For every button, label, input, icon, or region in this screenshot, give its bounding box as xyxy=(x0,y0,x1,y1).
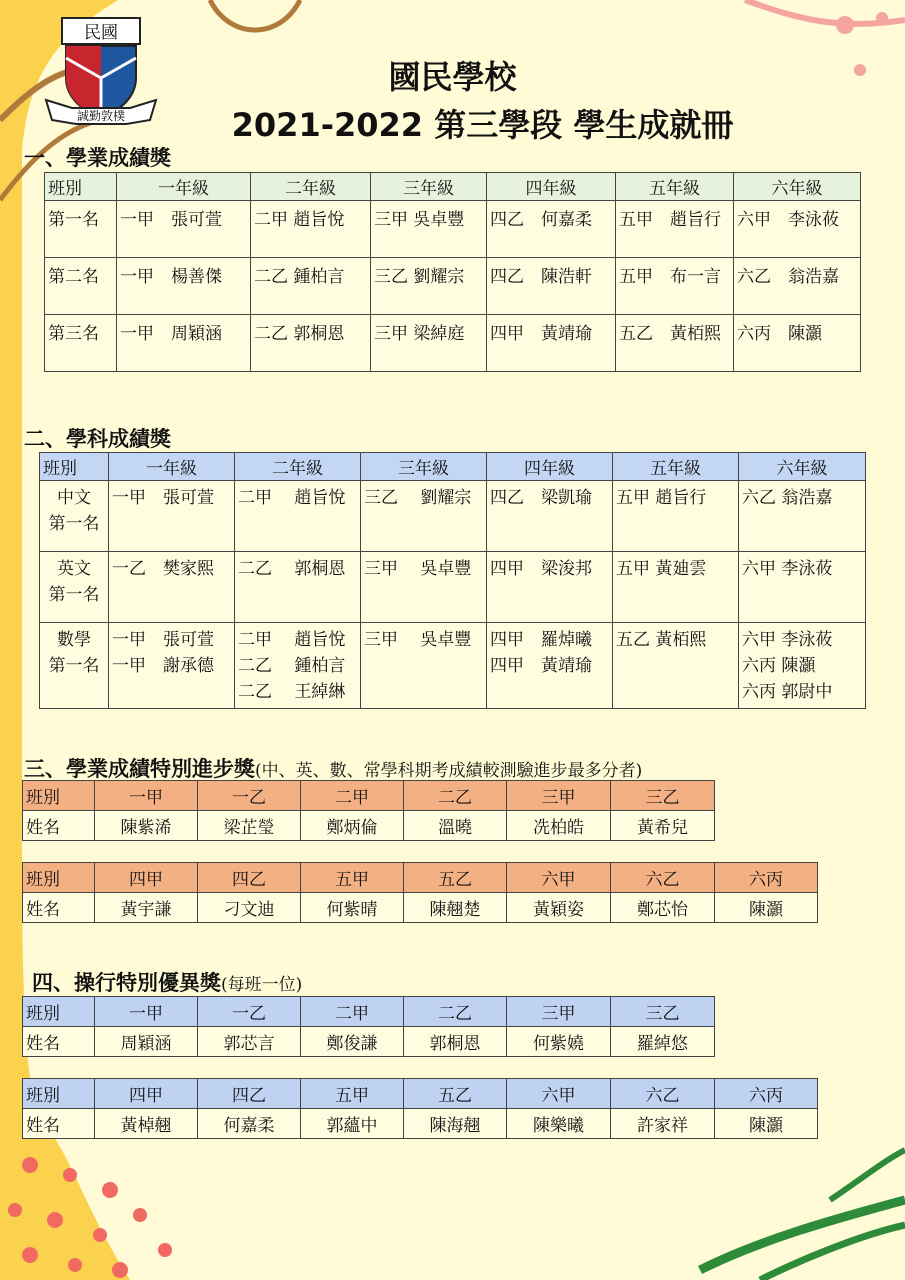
header-cell: 二甲 xyxy=(301,997,404,1027)
table-cell: 鄭俊謙 xyxy=(301,1027,404,1057)
header-cell: 班別 xyxy=(23,781,95,811)
header-cell: 四甲 xyxy=(95,863,198,893)
table-cell: 四乙 何嘉柔 xyxy=(487,201,616,258)
table-cell: 三甲 吳卓豐 xyxy=(371,201,487,258)
section3-title xyxy=(24,753,642,783)
table-cell: 一甲 周穎涵 xyxy=(117,315,251,372)
header-cell: 三甲 xyxy=(507,997,611,1027)
section4-heading: 四、操行特別優異獎 xyxy=(32,970,221,995)
student-entry: 二乙 王綽綝 xyxy=(238,682,346,702)
header-cell: 二乙 xyxy=(404,781,507,811)
table-cell xyxy=(109,481,235,552)
table-row xyxy=(40,552,866,623)
header-cell: 三年級 xyxy=(361,453,487,481)
table-header-row xyxy=(23,781,715,811)
header-cell: 一甲 xyxy=(95,997,198,1027)
table-header-row xyxy=(45,173,861,201)
section4-note: (每班一位) xyxy=(221,975,303,995)
school-name: 國民學校 xyxy=(388,58,517,96)
logo-motto: 誠勤敦樸 xyxy=(76,109,126,123)
table-header-row xyxy=(23,997,715,1027)
table-cell: 鄭炳倫 xyxy=(301,811,404,841)
progress-award-table-b xyxy=(22,862,818,923)
header-cell: 六年級 xyxy=(739,453,866,481)
table-cell xyxy=(487,552,613,623)
table-cell: 陳海翹 xyxy=(404,1109,507,1139)
table-cell: 六乙 翁浩嘉 xyxy=(734,258,861,315)
student-entry: 三乙 劉耀宗 xyxy=(364,488,472,508)
table-cell: 何紫晴 xyxy=(301,893,404,923)
table-cell xyxy=(235,552,361,623)
table-cell: 姓名 xyxy=(23,1027,95,1057)
table-cell: 二甲 趙旨悅 xyxy=(251,201,371,258)
table-header-row xyxy=(23,1079,818,1109)
student-entry: 一甲 謝承德 xyxy=(112,656,214,676)
header-cell: 三甲 xyxy=(507,781,611,811)
student-entry: 二甲 趙旨悅 xyxy=(238,488,346,508)
table-cell xyxy=(487,481,613,552)
table-cell: 三乙 劉耀宗 xyxy=(371,258,487,315)
header-cell: 六乙 xyxy=(611,1079,715,1109)
header-cell: 六年級 xyxy=(734,173,861,201)
section3-note: (中、英、數、常學科期考成績較測驗進步最多分者) xyxy=(255,761,643,781)
header-cell: 一甲 xyxy=(95,781,198,811)
table-cell: 二乙 鍾柏言 xyxy=(251,258,371,315)
header-cell: 三乙 xyxy=(611,997,715,1027)
table-cell: 一甲 張可萱 xyxy=(117,201,251,258)
header-cell: 四甲 xyxy=(95,1079,198,1109)
table-cell xyxy=(739,552,866,623)
section4-title xyxy=(32,967,302,997)
table-cell: 五乙 黃栢熙 xyxy=(616,315,734,372)
table-row xyxy=(23,811,715,841)
student-entry: 一甲 張可萱 xyxy=(112,488,214,508)
subject-rank: 第一名 xyxy=(48,514,100,534)
table-cell: 黃穎姿 xyxy=(507,893,611,923)
student-entry: 六乙 翁浩嘉 xyxy=(742,488,833,508)
table-cell xyxy=(109,552,235,623)
table-cell xyxy=(109,623,235,709)
table-cell: 黃棹翹 xyxy=(95,1109,198,1139)
header-cell: 五年級 xyxy=(616,173,734,201)
table-cell: 梁芷瑩 xyxy=(198,811,301,841)
header-cell: 六乙 xyxy=(611,863,715,893)
table-cell: 何紫嬈 xyxy=(507,1027,611,1057)
header-cell: 一年級 xyxy=(109,453,235,481)
header-cell: 四年級 xyxy=(487,173,616,201)
table-row xyxy=(45,201,861,258)
header-cell: 二年級 xyxy=(235,453,361,481)
table-cell: 許家祥 xyxy=(611,1109,715,1139)
table-header-row xyxy=(23,863,818,893)
section3-heading: 三、學業成績特別進步獎 xyxy=(24,756,255,781)
table-cell: 黃希兒 xyxy=(611,811,715,841)
progress-award-table-a xyxy=(22,780,715,841)
header-cell: 五乙 xyxy=(404,1079,507,1109)
table-cell xyxy=(235,481,361,552)
table-cell: 二乙 郭桐恩 xyxy=(251,315,371,372)
conduct-award-table-a xyxy=(22,996,715,1057)
header-cell: 二年級 xyxy=(251,173,371,201)
section2-title: 二、學科成績獎 xyxy=(24,426,171,451)
student-entry: 一甲 張可萱 xyxy=(112,630,214,650)
header-cell: 五甲 xyxy=(301,1079,404,1109)
header-cell: 班別 xyxy=(45,173,117,201)
table-cell xyxy=(739,623,866,709)
table-cell: 黃宇謙 xyxy=(95,893,198,923)
table-cell xyxy=(487,623,613,709)
header-cell: 六甲 xyxy=(507,863,611,893)
table-cell: 六丙 陳灝 xyxy=(734,315,861,372)
student-entry: 四甲 羅焯曦 xyxy=(490,630,592,650)
student-entry: 五甲 趙旨行 xyxy=(616,488,707,508)
student-entry: 四乙 梁凱瑜 xyxy=(490,488,592,508)
header-cell: 六甲 xyxy=(507,1079,611,1109)
table-cell xyxy=(739,481,866,552)
student-entry: 二乙 郭桐恩 xyxy=(238,559,346,579)
table-cell xyxy=(613,623,739,709)
section1-title: 一、學業成績獎 xyxy=(24,145,171,170)
header-cell: 二乙 xyxy=(404,997,507,1027)
header-cell: 一年級 xyxy=(117,173,251,201)
table-cell: 陳灝 xyxy=(715,893,818,923)
header-cell: 六丙 xyxy=(715,863,818,893)
header-cell: 班別 xyxy=(23,863,95,893)
student-entry: 二甲 趙旨悅 xyxy=(238,630,346,650)
table-cell xyxy=(613,552,739,623)
table-cell: 一甲 楊善傑 xyxy=(117,258,251,315)
table-cell: 刁文迪 xyxy=(198,893,301,923)
header-cell: 班別 xyxy=(40,453,109,481)
student-entry: 二乙 鍾柏言 xyxy=(238,656,346,676)
table-row xyxy=(45,258,861,315)
table-cell: 何嘉柔 xyxy=(198,1109,301,1139)
table-cell: 陳紫浠 xyxy=(95,811,198,841)
table-cell xyxy=(361,552,487,623)
header-cell: 四乙 xyxy=(198,1079,301,1109)
table-cell xyxy=(613,481,739,552)
header-cell: 五年級 xyxy=(613,453,739,481)
header-cell: 四年級 xyxy=(487,453,613,481)
table-cell: 陳灝 xyxy=(715,1109,818,1139)
student-entry: 四甲 黃靖瑜 xyxy=(490,656,592,676)
table-row xyxy=(23,1027,715,1057)
subject-name: 數學 xyxy=(57,630,91,650)
table-cell: 第一名 xyxy=(45,201,117,258)
table-cell: 姓名 xyxy=(23,893,95,923)
header-cell: 二甲 xyxy=(301,781,404,811)
table-cell: 姓名 xyxy=(23,811,95,841)
table-cell: 五甲 布一言 xyxy=(616,258,734,315)
header-cell: 班別 xyxy=(23,997,95,1027)
table-cell: 郭芯言 xyxy=(198,1027,301,1057)
subject-name: 英文 xyxy=(57,559,91,579)
table-cell: 陳樂曦 xyxy=(507,1109,611,1139)
page-title: 2021-2022 第三學段 學生成就冊 xyxy=(231,106,734,144)
student-entry: 六甲 李泳莜 xyxy=(742,559,833,579)
header-cell: 三乙 xyxy=(611,781,715,811)
header-cell: 四乙 xyxy=(198,863,301,893)
table-cell: 第二名 xyxy=(45,258,117,315)
table-cell xyxy=(235,623,361,709)
academic-award-table xyxy=(44,172,861,372)
subject-cell xyxy=(40,552,109,623)
table-row xyxy=(45,315,861,372)
table-cell: 冼柏皓 xyxy=(507,811,611,841)
header-cell: 五乙 xyxy=(404,863,507,893)
student-entry: 六甲 李泳莜 xyxy=(742,630,833,650)
student-entry: 一乙 樊家熙 xyxy=(112,559,214,579)
header-cell: 三年級 xyxy=(371,173,487,201)
subject-rank: 第一名 xyxy=(48,585,100,605)
subject-name: 中文 xyxy=(57,488,91,508)
table-row xyxy=(23,893,818,923)
table-cell xyxy=(361,481,487,552)
table-cell: 陳翹楚 xyxy=(404,893,507,923)
table-cell: 六甲 李泳莜 xyxy=(734,201,861,258)
header-cell: 五甲 xyxy=(301,863,404,893)
table-cell: 周穎涵 xyxy=(95,1027,198,1057)
student-entry: 三甲 吳卓豐 xyxy=(364,630,472,650)
student-entry: 六丙 郭尉中 xyxy=(742,682,833,702)
logo-text: 民國 xyxy=(84,23,118,43)
header-cell: 一乙 xyxy=(198,997,301,1027)
table-cell: 四乙 陳浩軒 xyxy=(487,258,616,315)
table-cell: 五甲 趙旨行 xyxy=(616,201,734,258)
table-cell: 羅綽悠 xyxy=(611,1027,715,1057)
table-row xyxy=(23,1109,818,1139)
table-cell xyxy=(361,623,487,709)
table-cell: 姓名 xyxy=(23,1109,95,1139)
student-entry: 六丙 陳灝 xyxy=(742,656,816,676)
table-cell: 郭蘊中 xyxy=(301,1109,404,1139)
table-cell: 第三名 xyxy=(45,315,117,372)
subject-cell xyxy=(40,623,109,709)
student-entry: 五乙 黃栢熙 xyxy=(616,630,707,650)
subject-rank: 第一名 xyxy=(48,656,100,676)
header-cell: 六丙 xyxy=(715,1079,818,1109)
student-entry: 五甲 黃廸雲 xyxy=(616,559,707,579)
conduct-award-table-b xyxy=(22,1078,818,1139)
table-cell: 四甲 黃靖瑜 xyxy=(487,315,616,372)
table-row xyxy=(40,481,866,552)
subject-award-table xyxy=(39,452,866,709)
table-header-row xyxy=(40,453,866,481)
table-cell: 三甲 梁綽庭 xyxy=(371,315,487,372)
subject-cell xyxy=(40,481,109,552)
student-entry: 三甲 吳卓豐 xyxy=(364,559,472,579)
header-cell: 一乙 xyxy=(198,781,301,811)
table-cell: 溫曉 xyxy=(404,811,507,841)
student-entry: 四甲 梁浚邦 xyxy=(490,559,592,579)
table-cell: 鄭芯怡 xyxy=(611,893,715,923)
header-cell: 班別 xyxy=(23,1079,95,1109)
table-row xyxy=(40,623,866,709)
table-cell: 郭桐恩 xyxy=(404,1027,507,1057)
